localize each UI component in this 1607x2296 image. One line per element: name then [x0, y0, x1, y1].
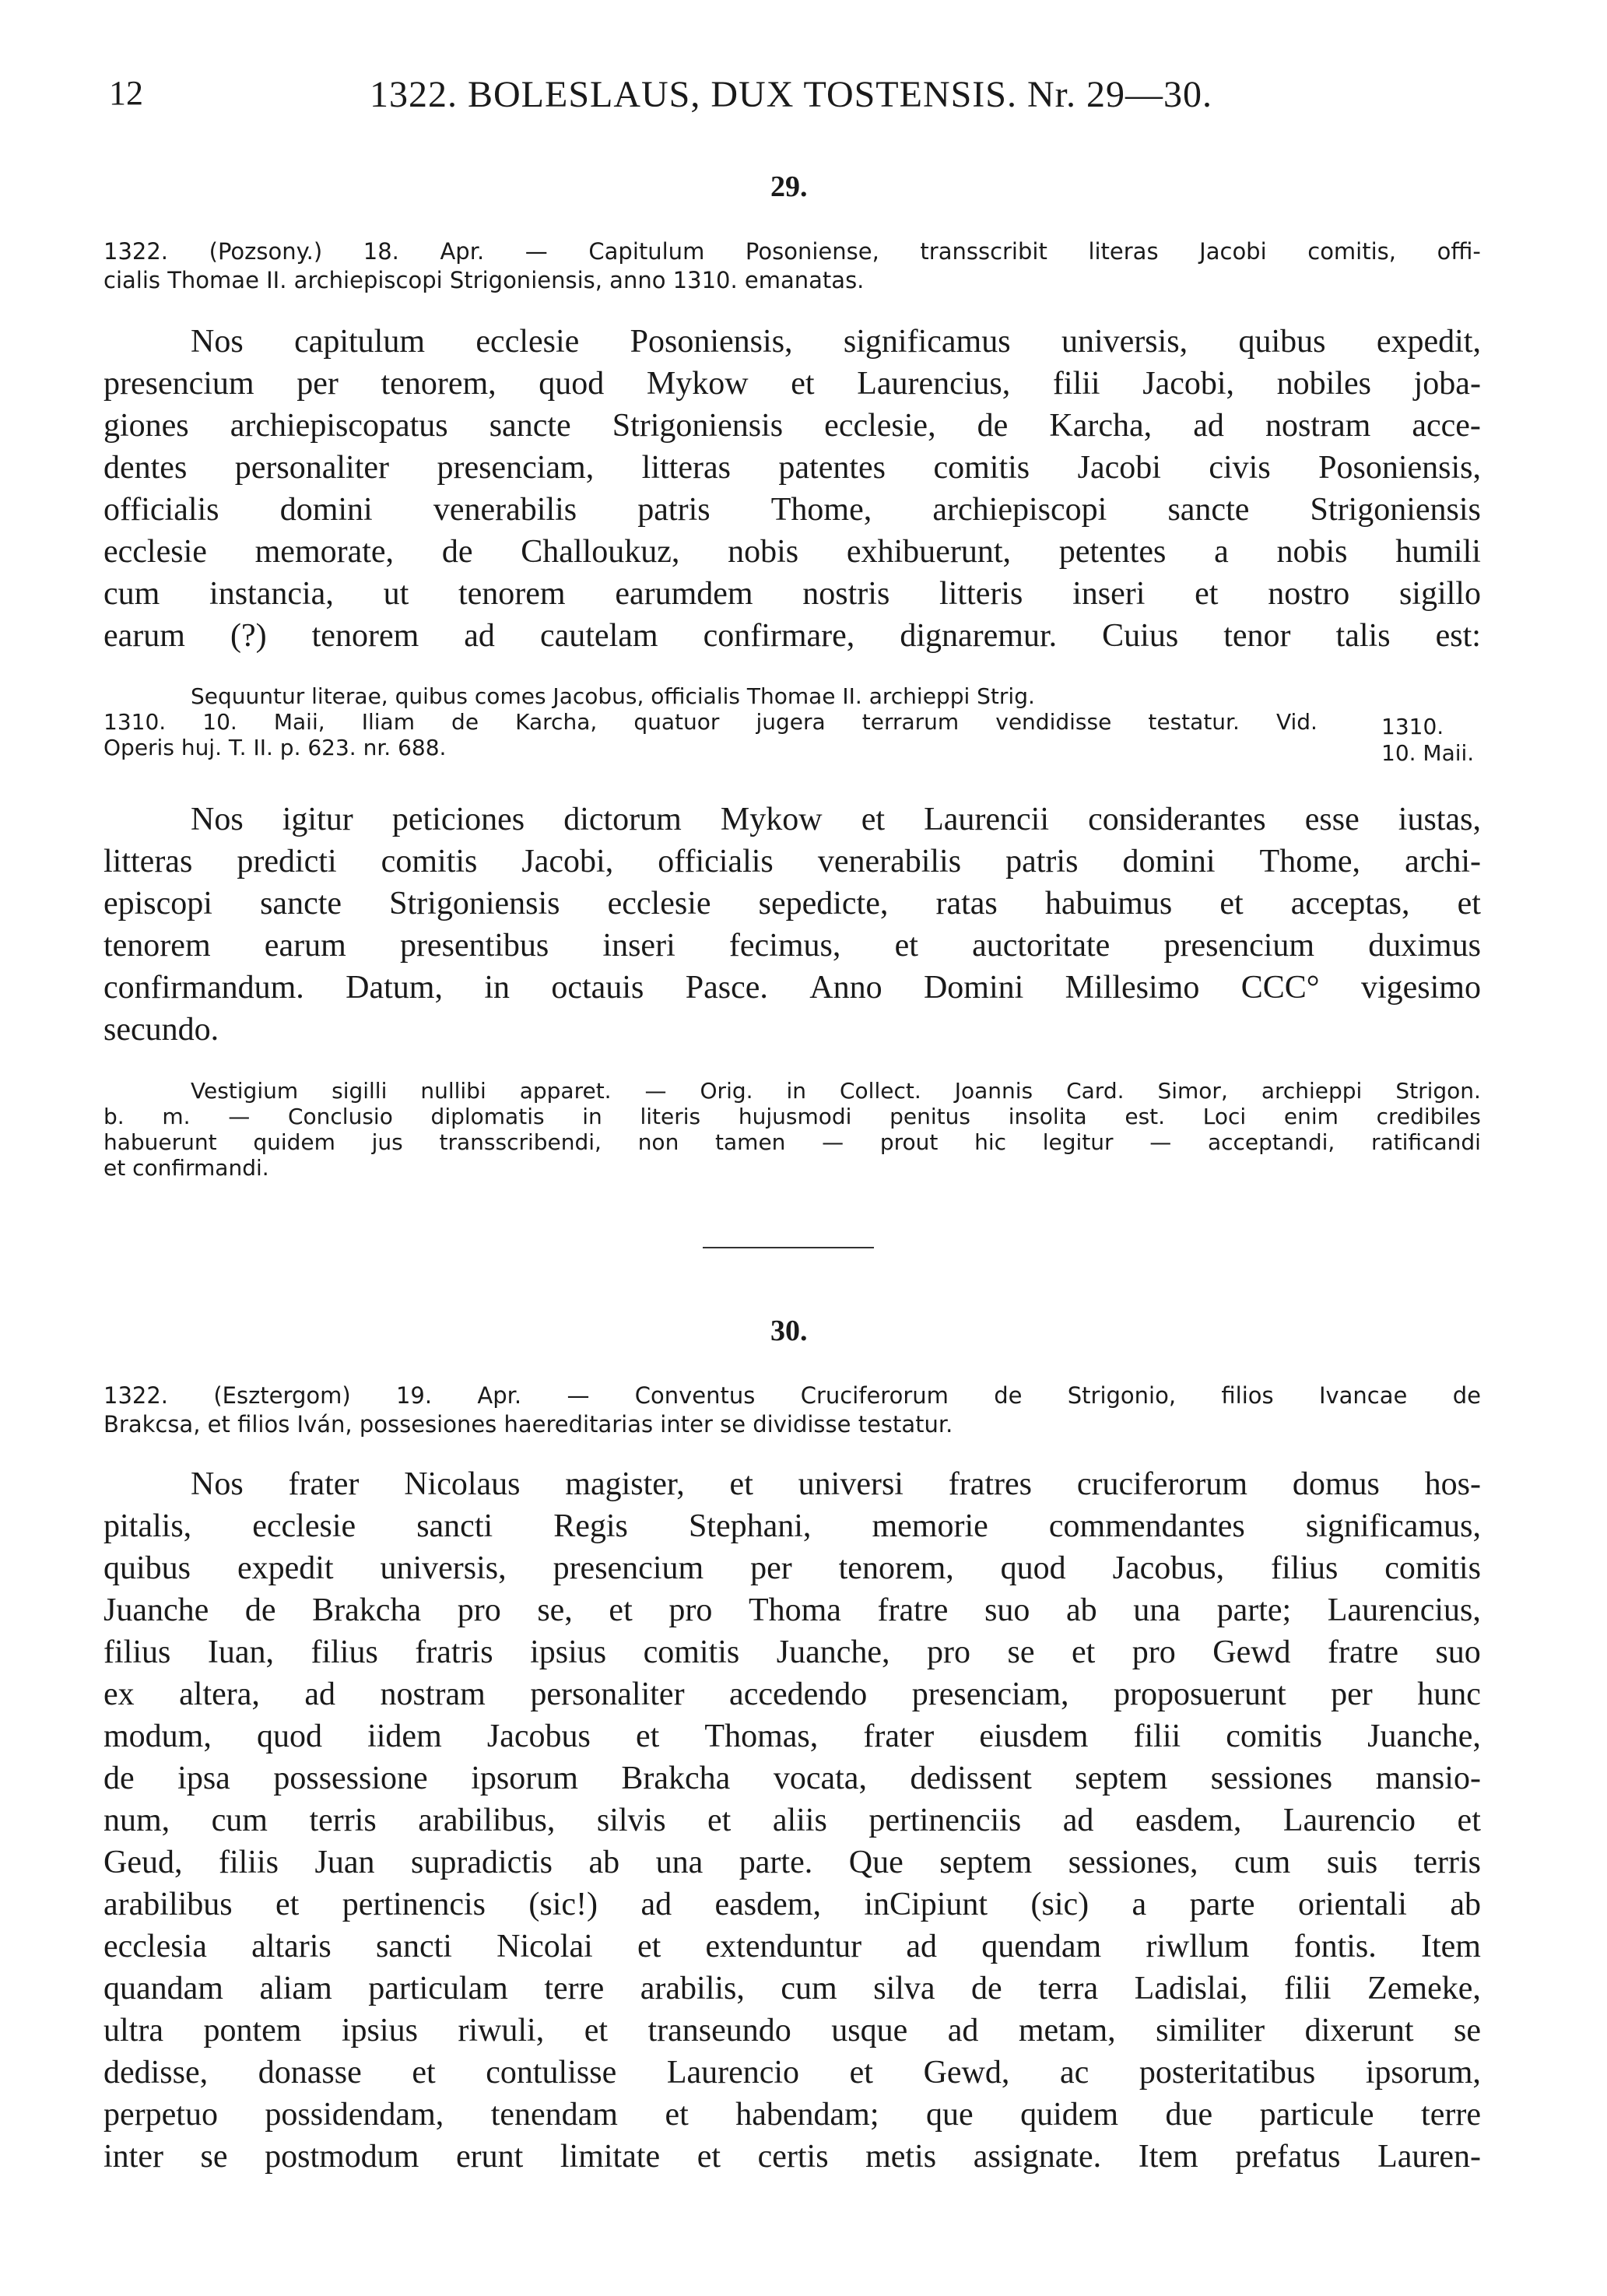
text-line: cum instancia, ut tenorem earumdem nostris litteris inseri et nostro sigillo — [104, 576, 1481, 612]
text-line: Nos frater Nicolaus magister, et universi fratres cruciferorum domus hos- — [191, 1466, 1481, 1502]
note-line: Operis huj. T. II. p. 623. nr. 688. — [104, 735, 447, 760]
regest-30 — [104, 1381, 1481, 1439]
footnote-line: b. m. — Conclusio diplomatis in literis hujusmodi penitus insolita est. Loci enim credibiles — [104, 1104, 1481, 1129]
text-line: de ipsa possessione ipsorum Brakcha vocata, dedissent septem sessiones mansio- — [104, 1761, 1481, 1796]
regest-line: 1322. (Esztergom) 19. Apr. — Conventus Cruciferorum de Strigonio, filios Ivancae de — [104, 1382, 1481, 1409]
body-29-part2 — [104, 799, 1481, 1051]
text-line: pitalis, ecclesie sancti Regis Stephani, memorie commendantes significamus, — [104, 1508, 1481, 1544]
text-line: dedisse, donasse et contulisse Laurencio et Gewd, ac posteritatibus ipsorum, — [104, 2055, 1481, 2091]
document-number-30: 30. — [770, 1315, 808, 1347]
text-line: tenorem earum presentibus inseri fecimus, et auctoritate presencium duximus — [104, 928, 1481, 964]
margin-date-year: 1310. — [1381, 714, 1444, 739]
text-line: inter se postmodum erunt limitate et certis metis assignate. Item prefatus Lauren- — [104, 2139, 1481, 2175]
text-line: ecclesia altaris sancti Nicolai et extenduntur ad quendam riwllum fontis. Item — [104, 1929, 1481, 1964]
text-line: episcopi sancte Strigoniensis ecclesie sepedicte, ratas habuimus et acceptas, et — [104, 886, 1481, 922]
text-line: Nos capitulum ecclesie Posoniensis, significamus universis, quibus expedit, — [191, 324, 1481, 360]
text-line: giones archiepiscopatus sancte Strigoniensis ecclesie, de Karcha, ad nostram acce- — [104, 408, 1481, 444]
footnote-line: et confirmandi. — [104, 1155, 269, 1181]
running-title: 1322. BOLESLAUS, DUX TOSTENSIS. Nr. 29—30. — [370, 74, 1212, 115]
section-divider — [703, 1247, 874, 1248]
text-line: dentes personaliter presenciam, litteras patentes comitis Jacobi civis Posoniensis, — [104, 450, 1481, 486]
text-line: presencium per tenorem, quod Mykow et Laurencius, filii Jacobi, nobiles joba- — [104, 366, 1481, 402]
text-line: Juanche de Brakcha pro se, et pro Thoma fratre suo ab una parte; Laurencius, — [104, 1592, 1481, 1628]
regest-line: cialis Thomae II. archiepiscopi Strigoniensis, anno 1310. emanatas. — [104, 267, 865, 293]
regest-line: 1322. (Pozsony.) 18. Apr. — Capitulum Posoniense, transscribit literas Jacobi comitis, offi- — [104, 238, 1481, 265]
text-line: ex altera, ad nostram personaliter accedendo presenciam, proposuerunt per hunc — [104, 1676, 1481, 1712]
note-line: 1310. 10. Maii, Iliam de Karcha, quatuor jugera terrarum vendidisse testatur. Vid. — [104, 709, 1318, 735]
text-line: arabilibus et pertinencis (sic!) ad easdem, inCipiunt (sic) a parte orientali ab — [104, 1887, 1481, 1922]
text-line: quibus expedit universis, presencium per tenorem, quod Jacobus, filius comitis — [104, 1550, 1481, 1586]
insert-note-29 — [104, 683, 1318, 760]
text-line: secundo. — [104, 1012, 219, 1048]
text-line: ultra pontem ipsius riwuli, et transeundo usque ad metam, similiter dixerunt se — [104, 2013, 1481, 2048]
regest-29 — [104, 237, 1481, 295]
text-line: perpetuo possidendam, tenendam et habendam; que quidem due particule terre — [104, 2097, 1481, 2133]
text-line: ecclesie memorate, de Challoukuz, nobis exhibuerunt, petentes a nobis humili — [104, 534, 1481, 570]
body-29-part1 — [104, 321, 1481, 657]
footnote-29 — [104, 1078, 1481, 1181]
text-line: num, cum terris arabilibus, silvis et aliis pertinenciis ad easdem, Laurencio et — [104, 1803, 1481, 1838]
footnote-line: Vestigium sigilli nullibi apparet. — Orig. in Collect. Joannis Card. Simor, archieppi Strigon. — [191, 1078, 1481, 1104]
regest-line: Brakcsa, et filios Iván, possesiones haereditarias inter se dividisse testatur. — [104, 1411, 953, 1438]
text-line: filius Iuan, filius fratris ipsius comitis Juanche, pro se et pro Gewd fratre suo — [104, 1634, 1481, 1670]
text-line: officialis domini venerabilis patris Thome, archiepiscopi sancte Strigoniensis — [104, 492, 1481, 528]
page-number: 12 — [109, 74, 143, 112]
text-line: earum (?) tenorem ad cautelam confirmare, dignaremur. Cuius tenor talis est: — [104, 618, 1481, 654]
note-line: Sequuntur literae, quibus comes Jacobus, officialis Thomae II. archieppi Strig. — [191, 683, 1035, 709]
margin-date-day: 10. Maii. — [1381, 740, 1475, 766]
text-line: Nos igitur peticiones dictorum Mykow et Laurencii considerantes esse iustas, — [191, 802, 1481, 837]
body-30 — [104, 1463, 1481, 2178]
text-line: Geud, filiis Juan supradictis ab una parte. Que septem sessiones, cum suis terris — [104, 1845, 1481, 1880]
footnote-line: habuerunt quidem jus transscribendi, non tamen — prout hic legitur — acceptandi, ratificandi — [104, 1129, 1481, 1155]
text-line: quandam aliam particulam terre arabilis, cum silva de terra Ladislai, filii Zemeke, — [104, 1971, 1481, 2006]
document-number-29: 29. — [770, 170, 808, 203]
text-line: litteras predicti comitis Jacobi, officialis venerabilis patris domini Thome, archi- — [104, 844, 1481, 879]
text-line: confirmandum. Datum, in octauis Pasce. Anno Domini Millesimo CCC° vigesimo — [104, 970, 1481, 1006]
margin-date — [1381, 714, 1474, 767]
text-line: modum, quod iidem Jacobus et Thomas, frater eiusdem filii comitis Juanche, — [104, 1718, 1481, 1754]
